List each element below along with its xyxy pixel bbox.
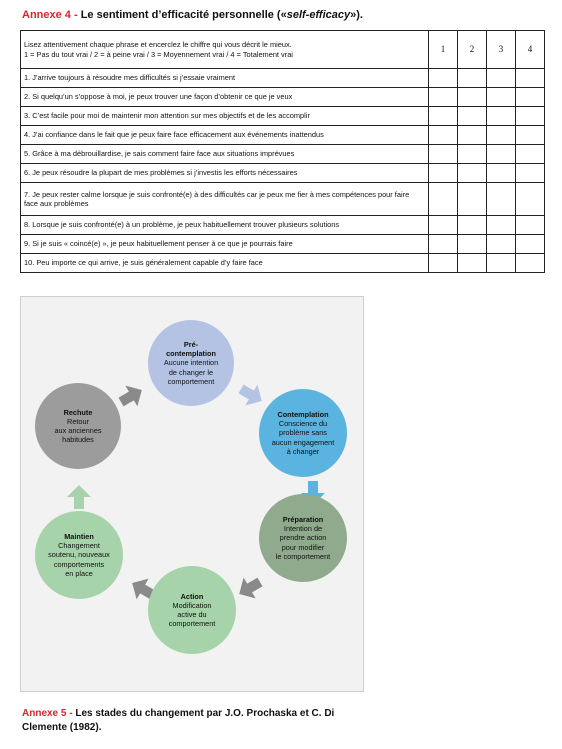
table-row <box>21 235 545 254</box>
score-cell-3[interactable] <box>487 145 516 164</box>
score-cell-1[interactable] <box>429 126 458 145</box>
score-cell-4[interactable] <box>516 145 545 164</box>
score-cell-2[interactable] <box>458 69 487 88</box>
score-cell-2[interactable] <box>458 107 487 126</box>
score-header-1: 1 <box>429 31 458 69</box>
stage-action <box>148 566 236 654</box>
score-cell-4[interactable] <box>516 216 545 235</box>
score-header-2: 2 <box>458 31 487 69</box>
score-cell-3[interactable] <box>487 235 516 254</box>
score-header-4: 4 <box>516 31 545 69</box>
score-cell-1[interactable] <box>429 88 458 107</box>
score-cell-2[interactable] <box>458 88 487 107</box>
table-row <box>21 183 545 216</box>
score-cell-4[interactable] <box>516 69 545 88</box>
stage-title: Maintien <box>64 532 94 542</box>
score-cell-1[interactable] <box>429 164 458 183</box>
score-cell-2[interactable] <box>458 183 487 216</box>
stage-description: Retour aux anciennes habitudes <box>54 416 102 445</box>
score-cell-2[interactable] <box>458 145 487 164</box>
stage-description: Modification active du comportement <box>168 600 216 629</box>
annex4-title-start: Le sentiment d’efficacité personnelle (« <box>80 9 287 21</box>
table-row <box>21 126 545 145</box>
score-cell-1[interactable] <box>429 69 458 88</box>
score-cell-4[interactable] <box>516 126 545 145</box>
instructions-text: Lisez attentivement chaque phrase et encerclez le chiffre qui vous décrit le mieux. <box>24 40 292 50</box>
score-cell-1[interactable] <box>429 183 458 216</box>
item-statement: 2. Si quelqu’un s’oppose à moi, je peux trouver une façon d’obtenir ce que je veux <box>21 88 429 107</box>
table-row <box>21 254 545 273</box>
table-row <box>21 69 545 88</box>
score-cell-3[interactable] <box>487 126 516 145</box>
score-cell-4[interactable] <box>516 235 545 254</box>
stage-title: Contemplation <box>277 410 329 420</box>
item-statement: 5. Grâce à ma débrouillardise, je sais comment faire face aux situations imprévues <box>21 145 429 164</box>
score-cell-3[interactable] <box>487 183 516 216</box>
score-cell-2[interactable] <box>458 126 487 145</box>
arrow-pre-to-contemplation <box>235 379 268 412</box>
stage-title: Préparation <box>282 515 324 525</box>
score-cell-4[interactable] <box>516 107 545 126</box>
stage-contemplation <box>259 389 347 477</box>
score-cell-4[interactable] <box>516 164 545 183</box>
score-cell-3[interactable] <box>487 88 516 107</box>
score-cell-1[interactable] <box>429 235 458 254</box>
score-header-3: 3 <box>487 31 516 69</box>
arrow-preparation-to-action <box>233 572 266 605</box>
score-cell-2[interactable] <box>458 235 487 254</box>
stage-title: Action <box>180 591 204 601</box>
score-cell-2[interactable] <box>458 254 487 273</box>
stage-description: Aucune intention de changer le comportement <box>163 358 219 386</box>
item-statement: 4. J’ai confiance dans le fait que je peux faire face efficacement aux événements inattendus <box>21 126 429 145</box>
score-cell-1[interactable] <box>429 254 458 273</box>
stages-of-change-diagram <box>20 296 364 692</box>
score-cell-4[interactable] <box>516 254 545 273</box>
item-statement: 8. Lorsque je suis confronté(e) à un problème, je peux habituellement trouver plusieurs solutions <box>21 216 429 235</box>
stage-title: Rechute <box>63 407 93 417</box>
arrow-rechute-to-pre <box>115 380 148 413</box>
item-statement: 10. Peu importe ce qui arrive, je suis généralement capable d’y faire face <box>21 254 429 273</box>
annex5-title: Les stades du changement par J.O. Prochaska et C. Di Clemente (1982). <box>22 708 335 733</box>
stage-precontemplation <box>148 320 234 406</box>
table-row <box>21 107 545 126</box>
score-cell-4[interactable] <box>516 88 545 107</box>
stage-description: Conscience du problème sans aucun engagement à changer <box>271 419 335 456</box>
score-cell-3[interactable] <box>487 69 516 88</box>
arrow-maintien-to-rechute <box>67 485 91 509</box>
instructions-cell <box>21 31 429 69</box>
table-row <box>21 88 545 107</box>
annex4-title-end: »). <box>350 9 363 21</box>
score-cell-2[interactable] <box>458 216 487 235</box>
score-cell-1[interactable] <box>429 216 458 235</box>
score-cell-1[interactable] <box>429 107 458 126</box>
stage-title: Pré- contemplation <box>166 340 216 359</box>
annex5-caption <box>22 707 342 734</box>
scale-legend: 1 = Pas du tout vrai / 2 = à peine vrai / 3 = Moyennement vrai / 4 = Totalement vrai <box>24 49 293 59</box>
item-statement: 9. Si je suis « coincé(e) », je peux habituellement penser à ce que je pourrais faire <box>21 235 429 254</box>
score-cell-3[interactable] <box>487 164 516 183</box>
item-statement: 7. Je peux rester calme lorsque je suis confronté(e) à des difficultés car je peux me fier à mes compétences pour faire face aux problèmes <box>21 183 429 216</box>
stage-preparation <box>259 494 347 582</box>
item-statement: 3. C’est facile pour moi de maintenir mon attention sur mes objectifs et de les accomplir <box>21 107 429 126</box>
stage-description: Intention de prendre action pour modifier le comportement <box>275 524 331 561</box>
score-cell-3[interactable] <box>487 216 516 235</box>
item-statement: 6. Je peux résoudre la plupart de mes problèmes si j’investis les efforts nécessaires <box>21 164 429 183</box>
table-row <box>21 145 545 164</box>
table-row <box>21 164 545 183</box>
table-header-row <box>21 31 545 69</box>
self-efficacy-table <box>20 30 545 273</box>
stage-description: Changement soutenu, nouveaux comportements en place <box>48 541 110 578</box>
score-cell-4[interactable] <box>516 183 545 216</box>
score-cell-1[interactable] <box>429 145 458 164</box>
item-statement: 1. J’arrive toujours à résoudre mes difficultés si j’essaie vraiment <box>21 69 429 88</box>
stage-maintien <box>35 511 123 599</box>
annex5-label: Annexe 5 - <box>22 708 73 719</box>
score-cell-3[interactable] <box>487 254 516 273</box>
annex4-title-italic: self-efficacy <box>286 9 351 21</box>
table-row <box>21 216 545 235</box>
score-cell-3[interactable] <box>487 107 516 126</box>
annex4-label: Annexe 4 - <box>22 9 78 21</box>
stage-rechute <box>35 383 121 469</box>
score-cell-2[interactable] <box>458 164 487 183</box>
annex4-heading <box>22 9 363 21</box>
